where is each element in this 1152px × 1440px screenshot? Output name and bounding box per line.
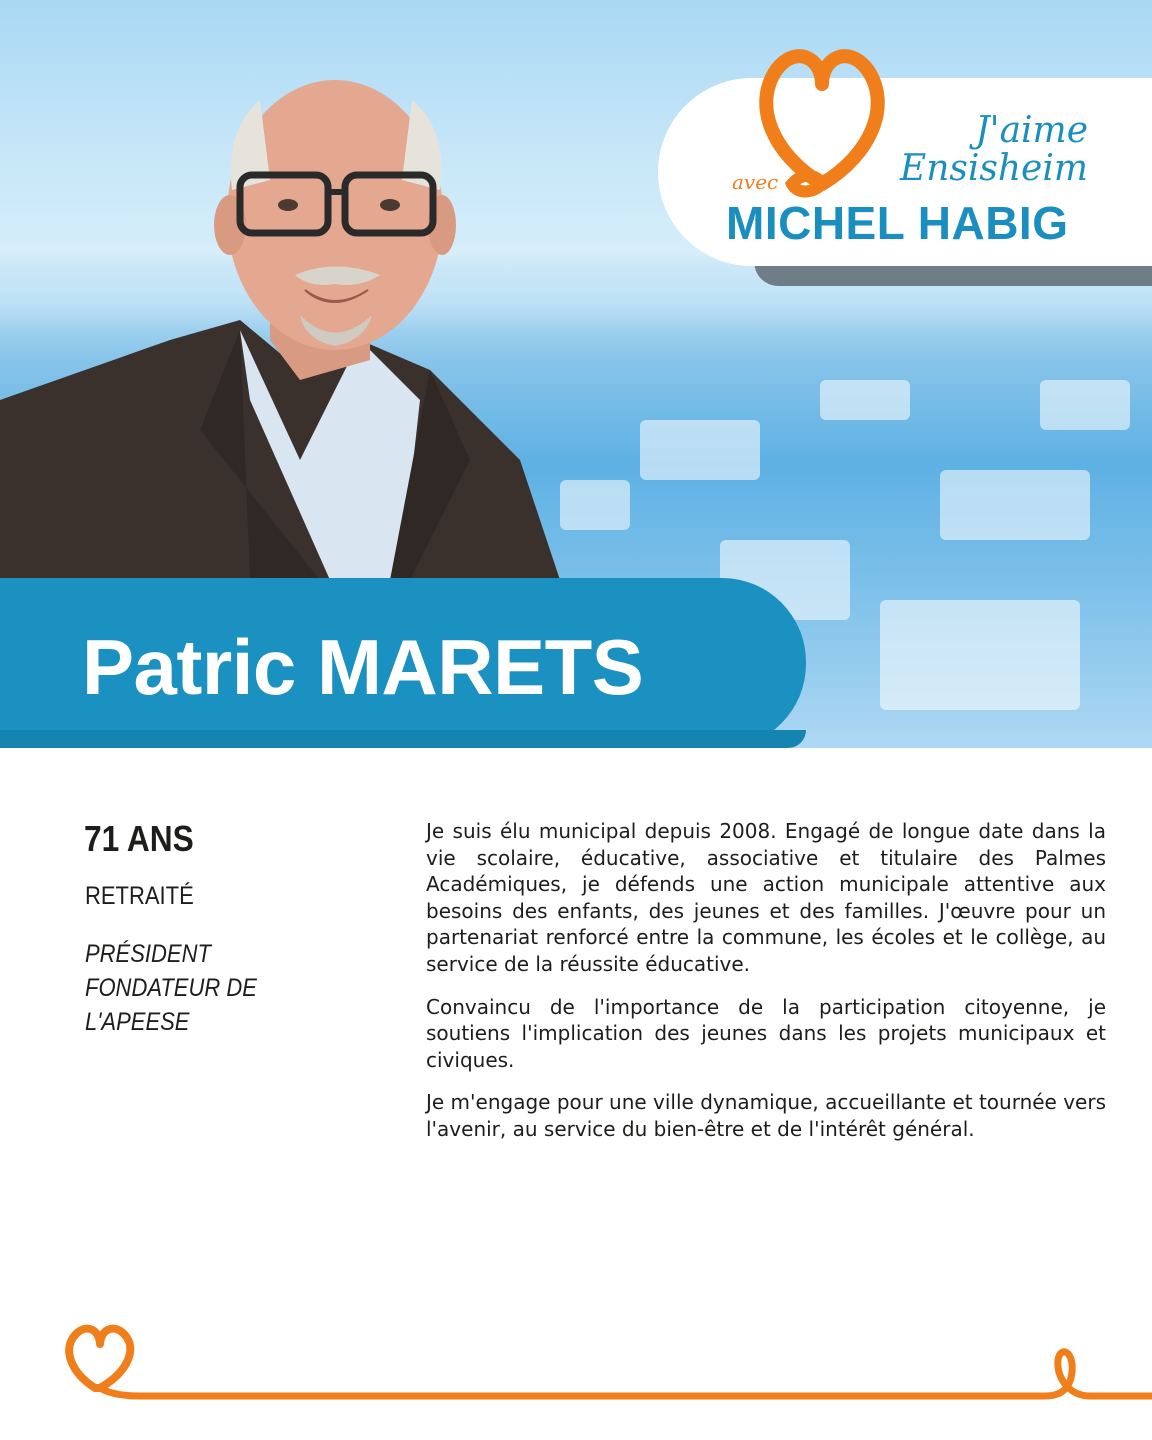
blurred-roof — [640, 420, 760, 480]
candidate-age: 71 ANS — [84, 818, 194, 859]
bio-paragraph: Je suis élu municipal depuis 2008. Engagé de longue date dans la vie scolaire, éducative, associative et titulaire des Palmes Académiques, je défends une action municipale attentive aux besoins des enfants, des jeunes et des familles. J'œuvre pour un partenariat renforcé entre la commune, les écoles et le collège, au service de la réussite éducative. — [426, 819, 1106, 976]
blurred-roof — [560, 480, 630, 530]
bio-paragraph: Je m'engage pour une ville dynamique, accueillante et tournée vers l'avenir, au service du bien-être et de l'intérêt général. — [426, 1090, 1106, 1141]
footer-ribbon — [0, 1310, 1152, 1430]
blurred-roof — [940, 470, 1090, 540]
blurred-roof — [1040, 380, 1130, 430]
brand-name: MICHEL HABIG — [726, 197, 1069, 249]
blurred-roof — [820, 380, 910, 420]
name-banner-strip — [0, 730, 806, 748]
heart-footer-icon — [69, 1329, 140, 1396]
candidate-name: Patric MARETS — [82, 623, 644, 711]
role-line: L'APEESE — [85, 1008, 190, 1036]
brand-tagline: J'aime Ensisheim — [899, 110, 1088, 189]
blurred-roof — [880, 600, 1080, 710]
candidate-portrait — [0, 40, 560, 580]
role-line: FONDATEUR DE — [85, 974, 257, 1002]
bio-paragraph: Convaincu de l'importance de la participation citoyenne, je soutiens l'implication des jeunes dans les projets municipaux et civiques. — [426, 994, 1106, 1072]
candidate-bio — [426, 818, 1106, 1159]
candidate-role — [85, 937, 314, 1039]
loop-footer-icon — [1045, 1352, 1152, 1396]
candidate-occupation: RETRAITÉ — [85, 882, 194, 910]
brand-avec: avec — [732, 170, 779, 194]
role-line: PRÉSIDENT — [85, 940, 211, 968]
